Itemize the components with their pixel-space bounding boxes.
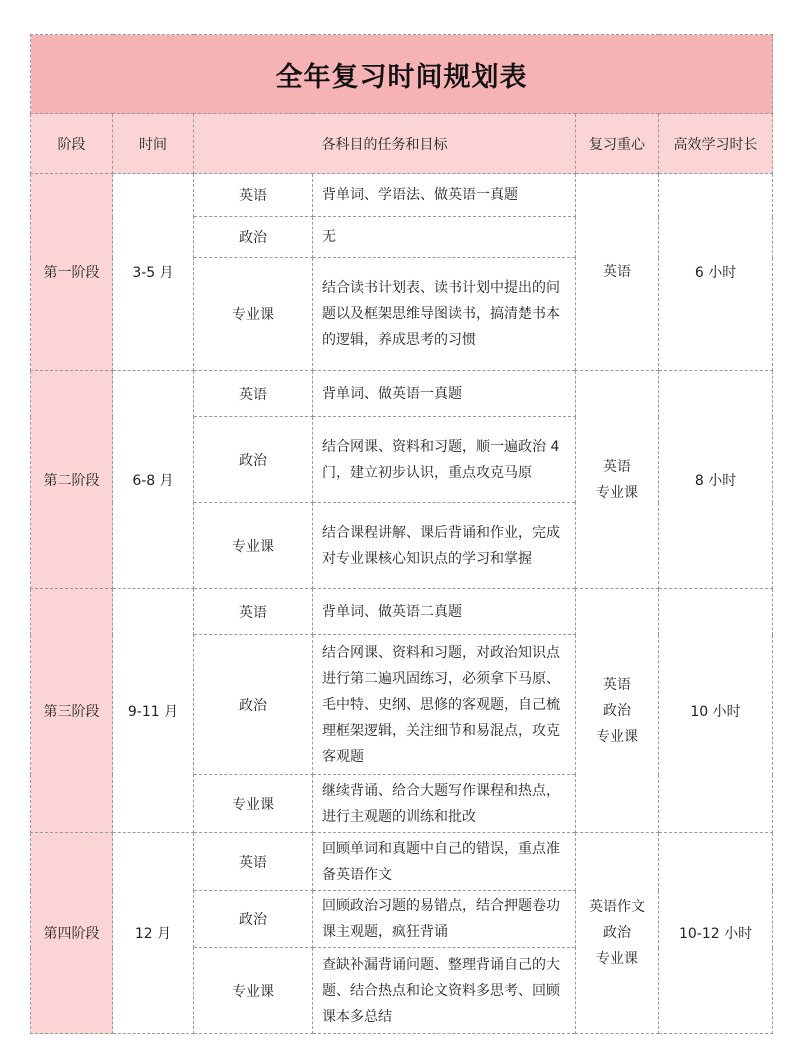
task-cell: 结合网课、资料和习题，顺一遍政治 4 门，建立初步认识，重点攻克马原 [313, 417, 576, 503]
header-focus: 复习重心 [576, 114, 659, 174]
header-time: 时间 [113, 114, 194, 174]
table-row [31, 589, 773, 635]
subject-cell: 英语 [194, 833, 313, 891]
focus-cell: 英语 [576, 174, 659, 371]
stage-name: 第四阶段 [31, 833, 113, 1034]
focus-cell: 英语作文 政治 专业课 [576, 833, 659, 1034]
subject-cell: 政治 [194, 635, 313, 775]
header-hours: 高效学习时长 [659, 114, 773, 174]
subject-cell: 英语 [194, 174, 313, 217]
stage-time: 6-8 月 [113, 371, 194, 589]
subject-cell: 专业课 [194, 775, 313, 833]
task-cell: 背单词、做英语二真题 [313, 589, 576, 635]
subject-cell: 政治 [194, 417, 313, 503]
task-cell: 回顾政治习题的易错点，结合押题卷功课主观题，疯狂背诵 [313, 891, 576, 948]
task-cell: 结合网课、资料和习题，对政治知识点进行第二遍巩固练习，必须拿下马原、毛中特、史纲、思修的客观题，自己梳理框架逻辑，关注细节和易混点，攻克客观题 [313, 635, 576, 775]
subject-cell: 专业课 [194, 503, 313, 589]
header-stage: 阶段 [31, 114, 113, 174]
table-row [31, 833, 773, 891]
task-cell: 查缺补漏背诵问题、整理背诵自己的大题、结合热点和论文资料多思考、回顾课本多总结 [313, 948, 576, 1034]
stage-name: 第三阶段 [31, 589, 113, 833]
hours-cell: 8 小时 [659, 371, 773, 589]
subject-cell: 英语 [194, 589, 313, 635]
focus-cell: 英语 专业课 [576, 371, 659, 589]
table-row [31, 371, 773, 417]
task-cell: 结合读书计划表、读书计划中提出的问题以及框架思维导图读书，搞清楚书本的逻辑，养成思考的习惯 [313, 258, 576, 371]
subject-cell: 英语 [194, 371, 313, 417]
stage-name: 第一阶段 [31, 174, 113, 371]
subject-cell: 政治 [194, 891, 313, 948]
header-tasks: 各科目的任务和目标 [194, 114, 576, 174]
task-cell: 结合课程讲解、课后背诵和作业，完成对专业课核心知识点的学习和掌握 [313, 503, 576, 589]
table-row [31, 174, 773, 217]
task-cell: 背单词、学语法、做英语一真题 [313, 174, 576, 217]
task-cell: 继续背诵、给合大题写作课程和热点，进行主观题的训练和批改 [313, 775, 576, 833]
hours-cell: 6 小时 [659, 174, 773, 371]
stage-name: 第二阶段 [31, 371, 113, 589]
subject-cell: 政治 [194, 217, 313, 258]
subject-cell: 专业课 [194, 948, 313, 1034]
focus-cell: 英语 政治 专业课 [576, 589, 659, 833]
review-plan-table [30, 34, 773, 1034]
stage-time: 3-5 月 [113, 174, 194, 371]
task-cell: 回顾单词和真题中自己的错误，重点准备英语作文 [313, 833, 576, 891]
task-cell: 背单词、做英语一真题 [313, 371, 576, 417]
hours-cell: 10 小时 [659, 589, 773, 833]
stage-time: 12 月 [113, 833, 194, 1034]
stage-time: 9-11 月 [113, 589, 194, 833]
table-title: 全年复习时间规划表 [31, 35, 773, 114]
hours-cell: 10-12 小时 [659, 833, 773, 1034]
subject-cell: 专业课 [194, 258, 313, 371]
task-cell: 无 [313, 217, 576, 258]
